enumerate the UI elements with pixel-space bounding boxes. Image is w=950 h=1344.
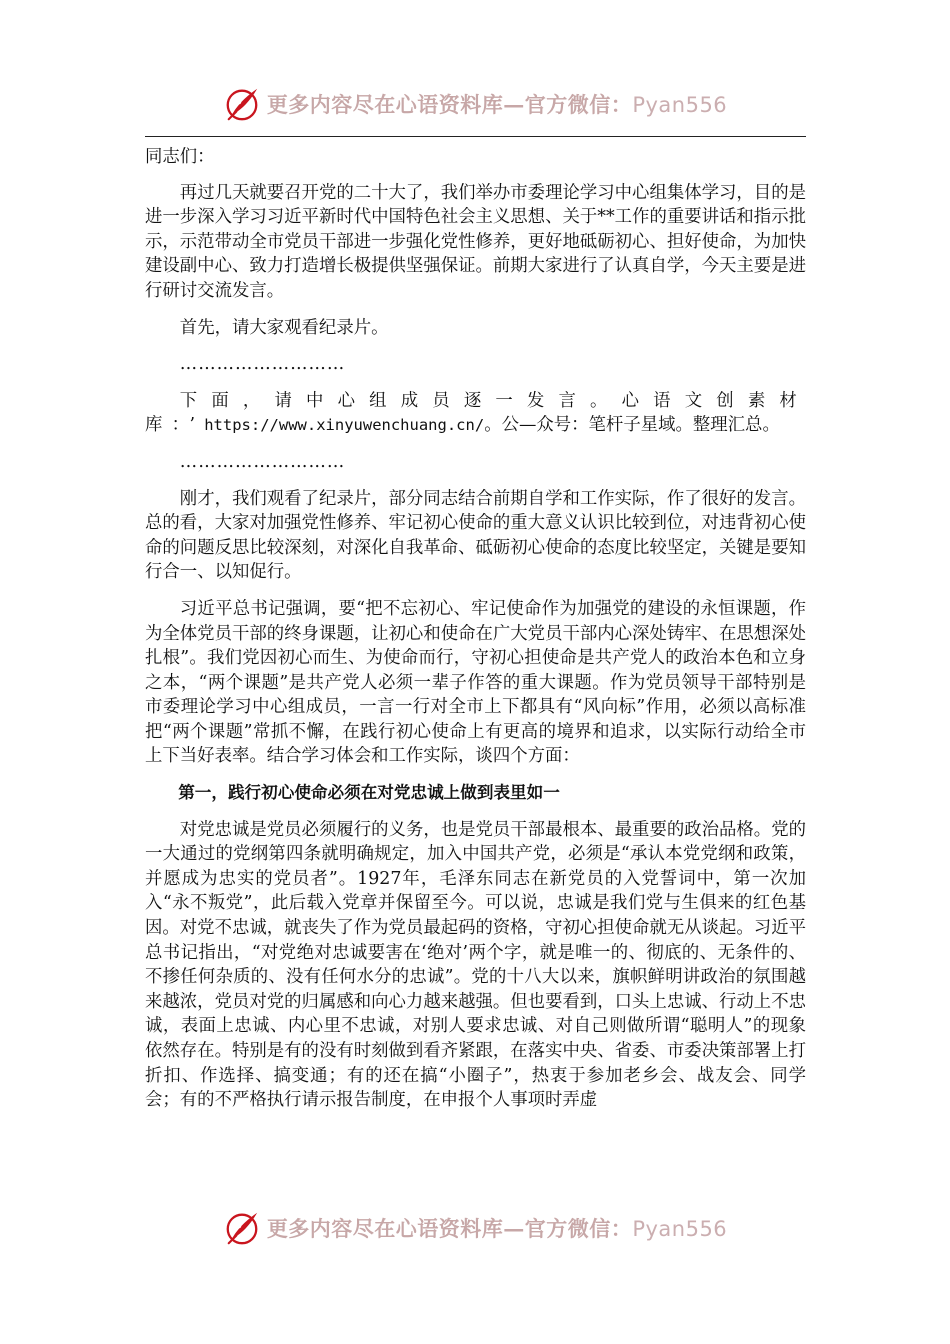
paragraph: 习近平总书记强调，要“把不忘初心、牢记使命作为加强党的建设的永恒课题，作为全体党员干部的终身课题，让初心和使命在广大党员干部内心深处铸牢、在思想深处扎根”。我们党因初心而生、为使命而行，守初心担使命是共产党人的政治本色和立身之本，“两个课题”是共产党人必须一辈子作答的重大课题。作为党员领导干部特别是市委理论学习中心组成员，一言一行对全市上下都具有“风向标”作用，必须以高标准把“两个课题”常抓不懈，在践行初心使命上有更高的境界和追求，以实际行动给全市上下当好表率。结合学习体会和工作实际，谈四个方面： (145, 598, 806, 767)
header-banner-text: 更多内容尽在心语资料库—官方微信：Pyan556 (266, 92, 728, 117)
document-body (145, 145, 806, 1125)
paragraph: 首先，请大家观看纪录片。 (179, 317, 389, 338)
quill-logo-icon (223, 1209, 261, 1247)
paragraph: 对党忠诚是党员必须履行的义务，也是党员干部最根本、最重要的政治品格。党的一大通过的党纲第四条就明确规定，加入中国共产党，必须是“承认本党党纲和政策，并愿成为忠实的党员者”。1927年，毛泽东同志在新党员的入党誓词中，第一次加入“永不叛党”，此后载入党章并保留至今。可以说，忠诚是我们党与生俱来的红色基因。对党不忠诚，就丧失了作为党员最起码的资格，守初心担使命就无从谈起。习近平总书记指出，“对党绝对忠诚要害在‘绝对’两个字，就是唯一的、彻底的、无条件的、不掺任何杂质的、没有任何水分的忠诚”。党的十八大以来，旗帜鲜明讲政治的氛围越来越浓，党员对党的归属感和向心力越来越强。但也要看到，口头上忠诚、行动上不忠诚，表面上忠诚、内心里不忠诚，对别人要求忠诚、对自己则做所谓“聪明人”的现象依然存在。特别是有的没有时刻做到看齐紧跟，在落实中央、省委、市委决策部署上打折扣、作选择、搞变通；有的还在搞“小圈子”，热衷于参加老乡会、战友会、同学会；有的不严格执行请示报告制度，在申报个人事项时弄虚 (145, 819, 806, 1111)
ellipsis-separator: ……………………… (179, 354, 346, 375)
source-label: 下面，请中心组成员逐一发言。心语文创素材库：’ (145, 390, 806, 436)
paragraph: 刚才，我们观看了纪录片，部分同志结合前期自学和工作实际，作了很好的发言。总的看，大家对加强党性修养、牢记初心使命的重大意义认识比较到位，对违背初心使命的问题反思比较深刻，对深化自我革命、砥砺初心使命的态度比较坚定，关键是要知行合一、以知促行。 (145, 488, 806, 583)
section-heading: 第一，践行初心使命必须在对党忠诚上做到表里如一 (178, 783, 560, 803)
footer-banner-text: 更多内容尽在心语资料库—官方微信：Pyan556 (266, 1216, 728, 1241)
header-wechat-id: Pyan556 (632, 93, 728, 117)
source-tail: 。公—众号：笔杆子星域。整理汇总。 (484, 415, 780, 436)
source-url: https://www.xinyuwenchuang.cn/ (204, 416, 485, 435)
footer-wechat-id: Pyan556 (632, 1217, 728, 1241)
footer-banner (0, 1208, 950, 1248)
ellipsis-separator: ……………………… (179, 451, 346, 472)
header-banner (0, 84, 950, 124)
paragraph: 再过几天就要召开党的二十大了，我们举办市委理论学习中心组集体学习，目的是进一步深入学习习近平新时代中国特色社会主义思想、关于**工作的重要讲话和指示批示，示范带动全市党员干部进一步强化党性修养，更好地砥砺初心、担好使命，为加快建设副中心、致力打造增长极提供坚强保证。前期大家进行了认真自学，今天主要是进行研讨交流发言。 (145, 182, 806, 301)
header-rule (145, 136, 806, 137)
quill-logo-icon (223, 85, 261, 123)
salutation: 同志们： (145, 147, 215, 167)
paragraph-source (145, 389, 806, 438)
